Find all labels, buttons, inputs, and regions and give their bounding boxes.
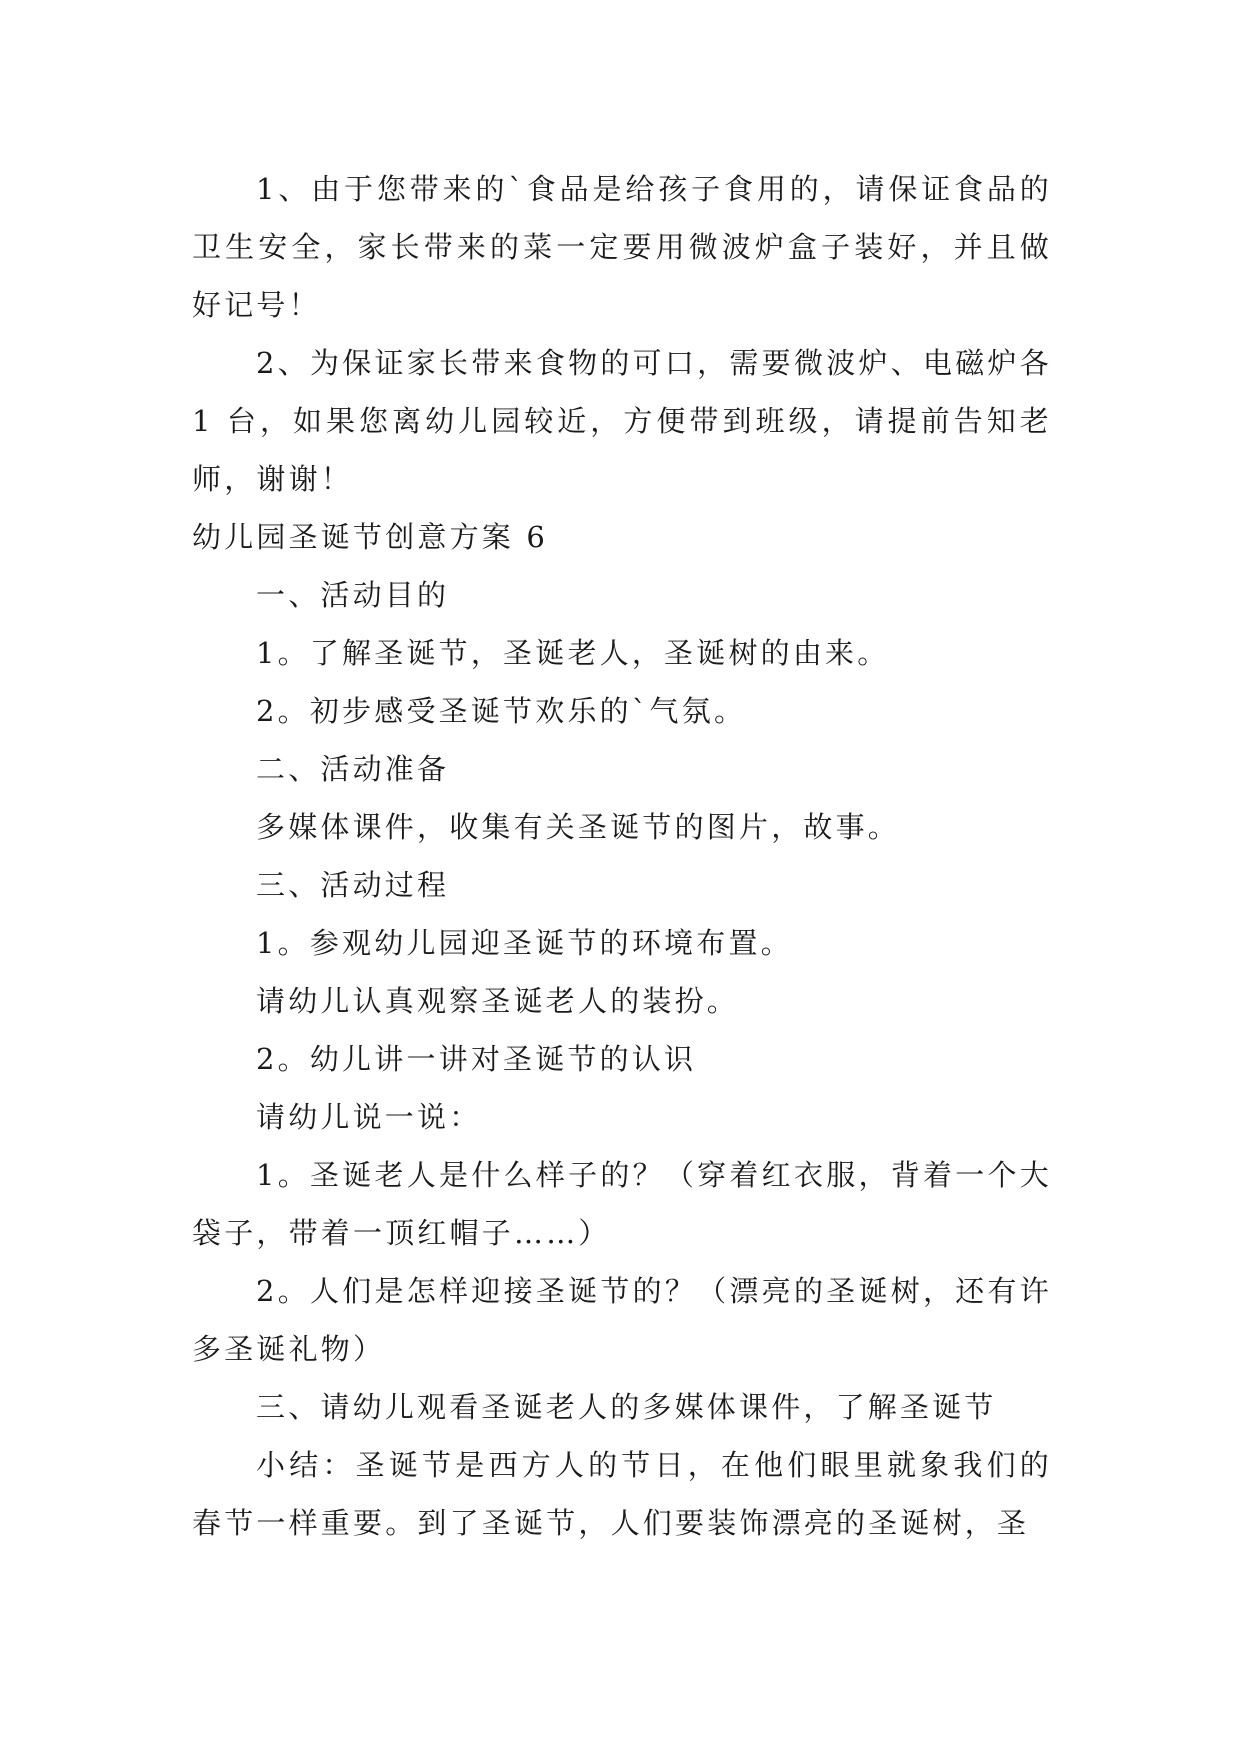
process-item-2: 2。幼儿讲一讲对圣诞节的认识 bbox=[256, 1042, 697, 1076]
heading-activity-preparation: 二、活动准备 bbox=[256, 752, 450, 786]
paragraph-microwave-request: 2、为保证家长带来食物的可口，需要微波炉、电磁炉各 1 台，如果您离幼儿园较近，方便带到班级，请提前告知老师，谢谢！ bbox=[192, 346, 1052, 496]
preparation-text: 多媒体课件，收集有关圣诞节的图片，故事。 bbox=[256, 810, 901, 844]
question-1: 1。圣诞老人是什么样子的？（穿着红衣服，背着一个大袋子，带着一顶红帽子……） bbox=[192, 1158, 1052, 1250]
goal-item-1: 1。了解圣诞节，圣诞老人，圣诞树的由来。 bbox=[256, 636, 890, 670]
goal-item-2: 2。初步感受圣诞节欢乐的`气氛。 bbox=[256, 694, 747, 728]
section-title: 幼儿园圣诞节创意方案 6 bbox=[192, 520, 549, 554]
process-item-1: 1。参观幼儿园迎圣诞节的环境布置。 bbox=[256, 926, 793, 960]
document-body bbox=[192, 160, 1052, 1552]
process-item-2-detail: 请幼儿说一说： bbox=[256, 1100, 482, 1134]
process-item-3: 三、请幼儿观看圣诞老人的多媒体课件，了解圣诞节 bbox=[256, 1390, 997, 1424]
process-item-1-detail: 请幼儿认真观察圣诞老人的装扮。 bbox=[256, 984, 740, 1018]
heading-activity-goals: 一、活动目的 bbox=[256, 578, 450, 612]
summary-paragraph: 小结：圣诞节是西方人的节日，在他们眼里就象我们的春节一样重要。到了圣诞节，人们要装饰漂亮的圣诞树，圣 bbox=[192, 1448, 1052, 1540]
heading-activity-process: 三、活动过程 bbox=[256, 868, 450, 902]
paragraph-food-safety: 1、由于您带来的`食品是给孩子食用的，请保证食品的卫生安全，家长带来的菜一定要用微波炉盒子装好，并且做好记号！ bbox=[192, 172, 1052, 322]
question-2: 2。人们是怎样迎接圣诞节的？（漂亮的圣诞树，还有许多圣诞礼物） bbox=[192, 1274, 1052, 1366]
